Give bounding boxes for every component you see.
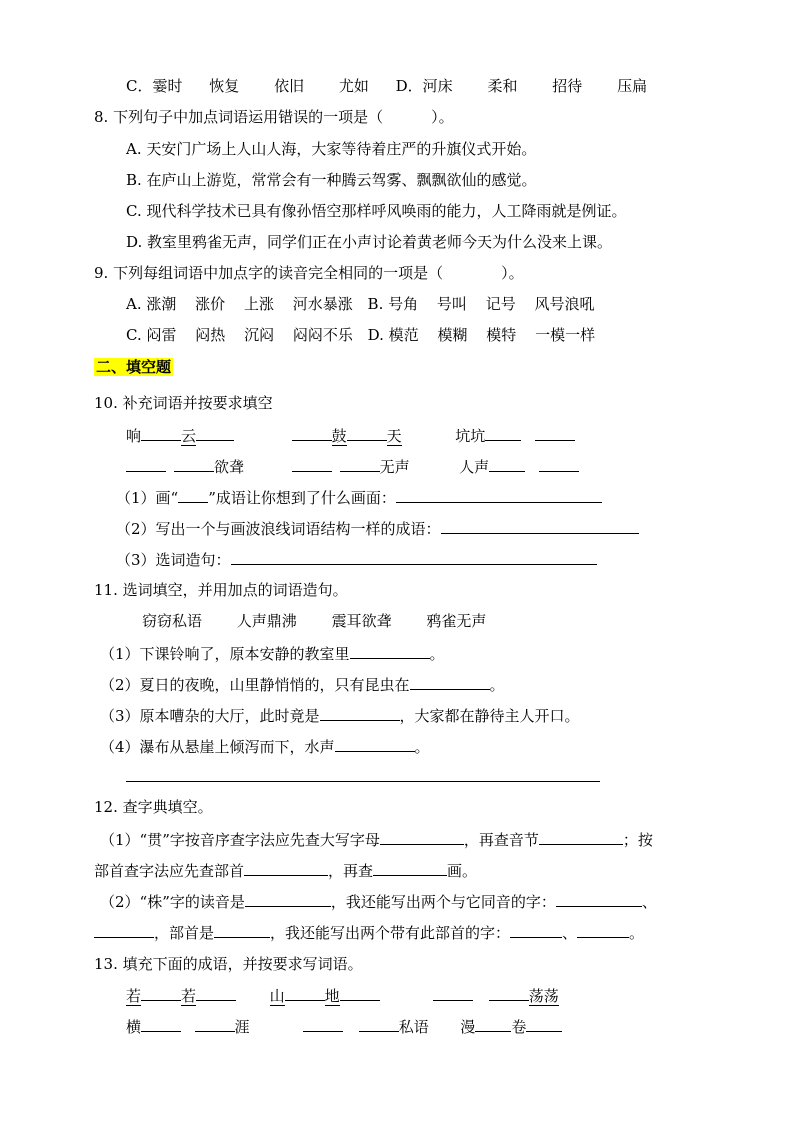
answer-blank[interactable] bbox=[94, 922, 154, 938]
q8-option-a: A. 天安门广场上人山人海，大家等待着庄严的升旗仪式开始。 bbox=[126, 140, 537, 158]
q11-word: 鸦雀无声 bbox=[426, 612, 487, 630]
answer-blank[interactable] bbox=[489, 985, 529, 1001]
q13-char: 山 bbox=[269, 987, 285, 1005]
answer-blank[interactable] bbox=[441, 518, 639, 534]
section-title bbox=[94, 357, 173, 377]
q13-char: 若 bbox=[181, 987, 197, 1005]
q12-text: 。 bbox=[629, 924, 645, 942]
answer-blank[interactable] bbox=[526, 1016, 562, 1032]
q11-sentence-2 bbox=[100, 674, 505, 695]
answer-blank[interactable] bbox=[347, 425, 387, 441]
q9-word: 风号浪吼 bbox=[534, 295, 595, 313]
q12-stem: 12. 查字典填空。 bbox=[94, 798, 213, 816]
q13-char: 横 bbox=[126, 1018, 142, 1036]
q13-row-1 bbox=[126, 985, 559, 1006]
q10-sub-3 bbox=[116, 549, 597, 570]
q9-word: C. 闷雷 bbox=[126, 326, 177, 344]
answer-blank[interactable] bbox=[141, 985, 181, 1001]
q12-line-1 bbox=[100, 829, 653, 850]
answer-blank[interactable] bbox=[510, 922, 562, 938]
q7-option-d-label: D．河床 bbox=[395, 77, 453, 95]
answer-blank[interactable] bbox=[231, 549, 597, 565]
q9-word: 一模一样 bbox=[535, 326, 596, 344]
q13-char: 卷 bbox=[511, 1018, 527, 1036]
q10-char: 人声 bbox=[459, 458, 490, 476]
q9-word: A. 涨潮 bbox=[126, 295, 177, 313]
answer-blank[interactable] bbox=[141, 425, 181, 441]
answer-blank[interactable] bbox=[292, 425, 332, 441]
q9-stem-text: 9. 下列每组词语中加点字的读音完全相同的一项是（ bbox=[94, 264, 444, 282]
q9-word: 涨价 bbox=[195, 295, 226, 313]
q8-option-b: B. 在庐山上游览，常常会有一种腾云驾雾、飘飘欲仙的感觉。 bbox=[126, 171, 537, 189]
q9-word: 河水暴涨 bbox=[292, 295, 353, 313]
q12-text: （1）“贯”字按音序查字法应先查大写字母 bbox=[100, 831, 380, 849]
q10-sub2-text: （2）写出一个与画波浪线词语结构一样的成语： bbox=[116, 520, 441, 538]
answer-blank[interactable] bbox=[556, 891, 642, 907]
q10-sub3-text: （3）选词造句： bbox=[116, 551, 231, 569]
q11-sentence-3 bbox=[100, 705, 580, 726]
q8-stem bbox=[94, 107, 454, 127]
answer-blank[interactable] bbox=[141, 1016, 181, 1032]
answer-blank[interactable] bbox=[303, 1016, 343, 1032]
q8-option-c: C. 现代科学技术已具有像孙悟空那样呼风唤雨的能力，人工降雨就是例证。 bbox=[126, 202, 627, 220]
q10-row-2 bbox=[126, 456, 579, 477]
q9-word: 闷闷不乐 bbox=[292, 326, 353, 344]
q10-stem: 10. 补充词语并按要求填空 bbox=[94, 394, 273, 412]
answer-blank[interactable] bbox=[485, 425, 521, 441]
q11-s2-end: 。 bbox=[489, 676, 505, 694]
q9-word: 模特 bbox=[486, 326, 517, 344]
q7-option-d-word: 招待 bbox=[552, 77, 583, 95]
q10-char: 响 bbox=[126, 427, 142, 445]
answer-blank[interactable] bbox=[489, 456, 525, 472]
q10-row-1 bbox=[126, 425, 575, 446]
answer-blank[interactable] bbox=[410, 674, 490, 690]
q11-s3-end: ，大家都在静待主人开口。 bbox=[399, 707, 580, 725]
q10-char: 坑坑 bbox=[455, 427, 486, 445]
q8-option-d: D. 教室里鸦雀无声，同学们正在小声讨论着黄老师今天为什么没来上课。 bbox=[126, 233, 613, 251]
q9-row-2 bbox=[126, 325, 595, 345]
answer-blank[interactable] bbox=[433, 985, 473, 1001]
answer-blank[interactable] bbox=[577, 922, 629, 938]
q12-text: ，我还能写出两个带有此部首的字： bbox=[270, 924, 511, 942]
q13-char: 若 bbox=[126, 987, 142, 1005]
answer-blank[interactable] bbox=[340, 456, 380, 472]
q8-stem-end: ）。 bbox=[431, 108, 454, 126]
answer-blank[interactable] bbox=[292, 456, 332, 472]
q7-option-c-label: C．霎时 bbox=[126, 77, 183, 95]
q7-option-d-word: 压扁 bbox=[617, 77, 648, 95]
q10-sub-1 bbox=[116, 487, 602, 508]
answer-blank[interactable] bbox=[373, 860, 447, 876]
q12-text: ；按 bbox=[622, 831, 653, 849]
answer-blank[interactable] bbox=[174, 456, 214, 472]
q12-text: 部首查字法应先查部首 bbox=[94, 862, 245, 880]
answer-blank[interactable] bbox=[245, 891, 331, 907]
q13-char: 地 bbox=[324, 987, 340, 1005]
q7-option-c-word: 尤如 bbox=[338, 77, 369, 95]
q11-word-bank bbox=[142, 611, 486, 631]
q7-option-c-word: 依旧 bbox=[274, 77, 305, 95]
q12-text: 、 bbox=[641, 893, 657, 911]
q11-s3-text: （3）原本嘈杂的大厅，此时竟是 bbox=[100, 707, 320, 725]
q13-char: 荡荡 bbox=[528, 987, 559, 1005]
q12-line-4 bbox=[94, 922, 644, 943]
answer-blank[interactable] bbox=[126, 456, 166, 472]
q11-word: 震耳欲聋 bbox=[331, 612, 392, 630]
answer-blank[interactable] bbox=[539, 456, 579, 472]
answer-blank[interactable] bbox=[126, 766, 600, 782]
answer-blank[interactable] bbox=[350, 643, 430, 659]
q12-line-2 bbox=[94, 860, 477, 881]
q10-char: 欲聋 bbox=[214, 458, 245, 476]
q13-stem: 13. 填充下面的成语，并按要求写词语。 bbox=[94, 955, 363, 973]
answer-blank[interactable] bbox=[380, 829, 464, 845]
answer-blank[interactable] bbox=[535, 425, 575, 441]
q12-text: 、 bbox=[562, 924, 578, 942]
q12-text: 画。 bbox=[447, 862, 478, 880]
q10-char: 天 bbox=[386, 427, 402, 445]
q10-sub1-text: （1）画“ bbox=[116, 489, 179, 507]
section-2-title: 二、填空题 bbox=[96, 358, 172, 376]
q12-text: ，再查 bbox=[328, 862, 374, 880]
answer-blank[interactable] bbox=[335, 736, 415, 752]
q9-word: 闷热 bbox=[195, 326, 226, 344]
answer-blank[interactable] bbox=[340, 985, 380, 1001]
q12-text: ，再查音节 bbox=[463, 831, 539, 849]
q9-stem bbox=[94, 263, 524, 283]
q9-row-1 bbox=[126, 294, 595, 314]
answer-blank[interactable] bbox=[196, 425, 234, 441]
q13-char: 私语 bbox=[398, 1018, 429, 1036]
q9-word: 模糊 bbox=[437, 326, 468, 344]
q11-sentence-1 bbox=[100, 643, 445, 664]
answer-blank[interactable] bbox=[196, 985, 236, 1001]
answer-blank[interactable] bbox=[359, 1016, 399, 1032]
q9-word: D. 模范 bbox=[367, 326, 419, 344]
q9-word: 记号 bbox=[485, 295, 516, 313]
answer-blank[interactable] bbox=[244, 860, 328, 876]
q11-word: 人声鼎沸 bbox=[236, 612, 297, 630]
answer-blank[interactable] bbox=[214, 922, 270, 938]
q7-option-d-word: 柔和 bbox=[487, 77, 518, 95]
q11-writing-line bbox=[126, 766, 600, 787]
answer-blank[interactable] bbox=[195, 1016, 235, 1032]
answer-blank[interactable] bbox=[320, 705, 400, 721]
answer-blank[interactable] bbox=[178, 487, 208, 503]
q11-s2-text: （2）夏日的夜晚，山里静悄悄的，只有昆虫在 bbox=[100, 676, 410, 694]
q8-stem-text: 8. 下列句子中加点词语运用错误的一项是（ bbox=[94, 108, 384, 126]
q13-char: 漫 bbox=[460, 1018, 476, 1036]
answer-blank[interactable] bbox=[475, 1016, 511, 1032]
answer-blank[interactable] bbox=[285, 985, 325, 1001]
q11-s4-text: （4）瀑布从悬崖上倾泻而下，水声 bbox=[100, 738, 335, 756]
q7-option-row bbox=[126, 76, 647, 96]
q10-char: 鼓 bbox=[331, 427, 347, 445]
q11-stem: 11. 选词填空，并用加点的词语造句。 bbox=[94, 581, 348, 599]
q12-text: （2）“株”字的读音是 bbox=[100, 893, 245, 911]
q7-option-c-word: 恢复 bbox=[209, 77, 240, 95]
answer-blank[interactable] bbox=[396, 487, 602, 503]
q12-text: ，部首是 bbox=[154, 924, 215, 942]
q9-word: 沉闷 bbox=[244, 326, 275, 344]
q11-word: 窃窃私语 bbox=[142, 612, 203, 630]
q13-char: 涯 bbox=[234, 1018, 250, 1036]
q10-char: 云 bbox=[181, 427, 197, 445]
answer-blank[interactable] bbox=[539, 829, 623, 845]
q10-char: 无声 bbox=[379, 458, 410, 476]
q11-s1-text: （1）下课铃响了，原本安静的教室里 bbox=[100, 645, 350, 663]
q11-s1-end: 。 bbox=[429, 645, 445, 663]
q12-line-3 bbox=[100, 891, 657, 912]
q11-s4-end: 。 bbox=[414, 738, 430, 756]
q9-stem-end: ）。 bbox=[501, 264, 524, 282]
q9-word: 号叫 bbox=[436, 295, 467, 313]
q12-text: ，我还能写出两个与它同音的字： bbox=[330, 893, 556, 911]
q13-row-2 bbox=[126, 1016, 562, 1037]
q11-sentence-4 bbox=[100, 736, 430, 757]
q9-word: 上涨 bbox=[243, 295, 274, 313]
q10-sub-2 bbox=[116, 518, 639, 539]
q9-word: B. 号角 bbox=[367, 295, 419, 313]
q10-sub1-text: ”成语让你想到了什么画面： bbox=[208, 489, 396, 507]
